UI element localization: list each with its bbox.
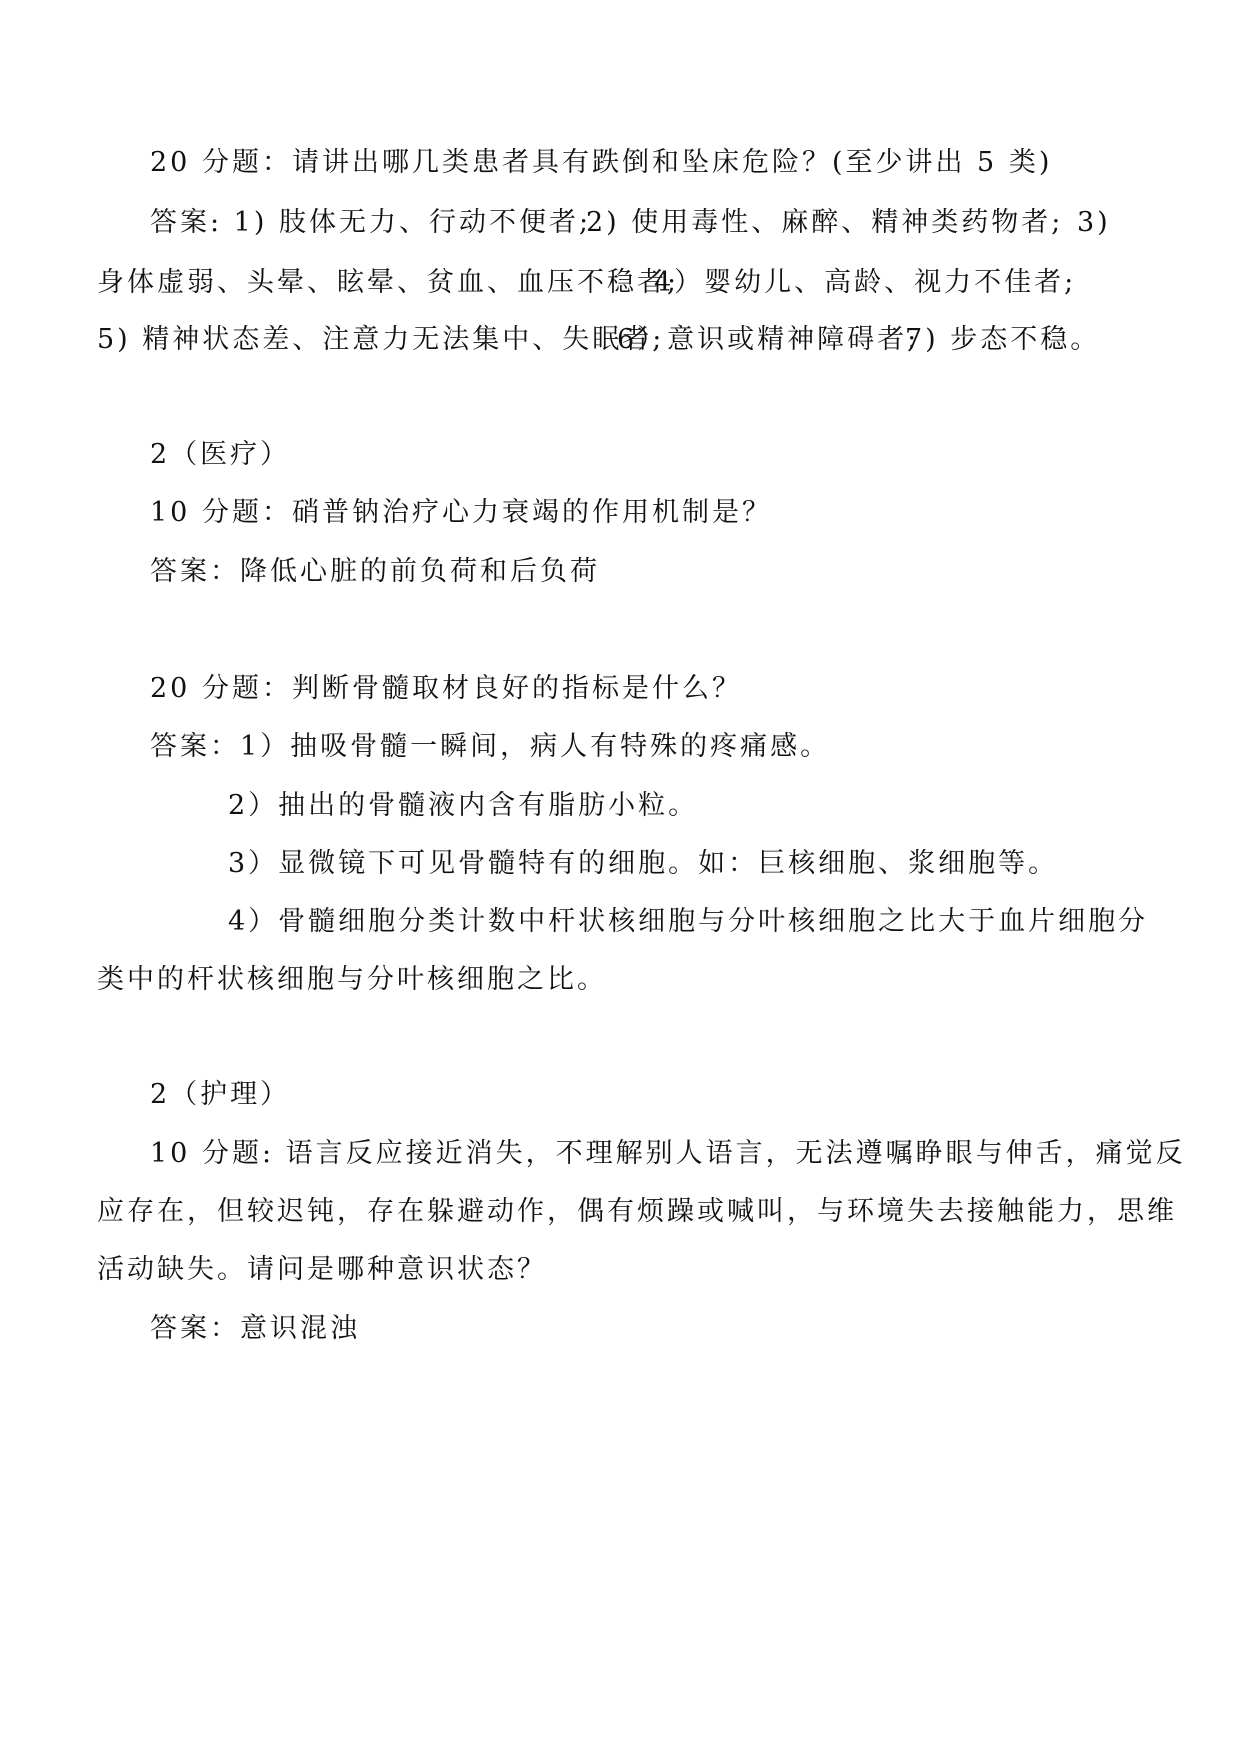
section-heading-medical: 2（医疗） [150, 439, 291, 470]
question-falls: 20 分题：请讲出哪几类患者具有跌倒和坠床危险？(至少讲出 5 类) [150, 147, 1053, 178]
question-consciousness-3: 活动缺失。请问是哪种意识状态？ [97, 1254, 547, 1285]
answer-bone-marrow-2: 2）抽出的骨髓液内含有脂肪小粒。 [228, 790, 699, 821]
question-consciousness-2: 应存在，但较迟钝，存在躲避动作，偶有烦躁或喊叫，与环境失去接触能力，思维 [97, 1196, 1177, 1227]
answer-falls-item-6: 6）意识或精神障碍者; [617, 324, 920, 355]
answer-falls-item-2: 2) 使用毒性、麻醉、精神类药物者; [586, 207, 1064, 238]
answer-bone-marrow-3: 3）显微镜下可见骨髓特有的细胞。如：巨核细胞、浆细胞等。 [228, 848, 1059, 879]
answer-consciousness: 答案：意识混浊 [150, 1313, 360, 1344]
question-bone-marrow: 20 分题：判断骨髓取材良好的指标是什么？ [150, 673, 742, 704]
answer-falls-item-3-number: 3) [1077, 207, 1111, 238]
answer-bone-marrow-5: 类中的杆状核细胞与分叶核细胞之比。 [97, 964, 607, 995]
section-heading-nursing: 2（护理） [150, 1079, 291, 1110]
answer-falls-item-1: 答案: 1) 肢体无力、行动不便者; [150, 207, 592, 238]
answer-bone-marrow-4: 4）骨髓细胞分类计数中杆状核细胞与分叶核细胞之比大于血片细胞分 [228, 906, 1149, 937]
answer-nitroprusside: 答案：降低心脏的前负荷和后负荷 [150, 556, 600, 587]
answer-falls-item-3: 身体虚弱、头晕、眩晕、贫血、血压不稳者; [97, 267, 680, 298]
answer-falls-item-4: 4）婴幼儿、高龄、视力不佳者; [654, 267, 1077, 298]
answer-falls-item-7: 7) 步态不稳。 [905, 324, 1101, 355]
answer-falls-item-5: 5) 精神状态差、注意力无法集中、失眠者; [97, 324, 665, 355]
question-consciousness-1: 10 分题: 语言反应接近消失，不理解别人语言，无法遵嘱睁眼与伸舌，痛觉反 [150, 1138, 1186, 1169]
answer-bone-marrow-1: 答案：1）抽吸骨髓一瞬间，病人有特殊的疼痛感。 [150, 731, 831, 762]
question-nitroprusside: 10 分题：硝普钠治疗心力衰竭的作用机制是？ [150, 497, 772, 528]
